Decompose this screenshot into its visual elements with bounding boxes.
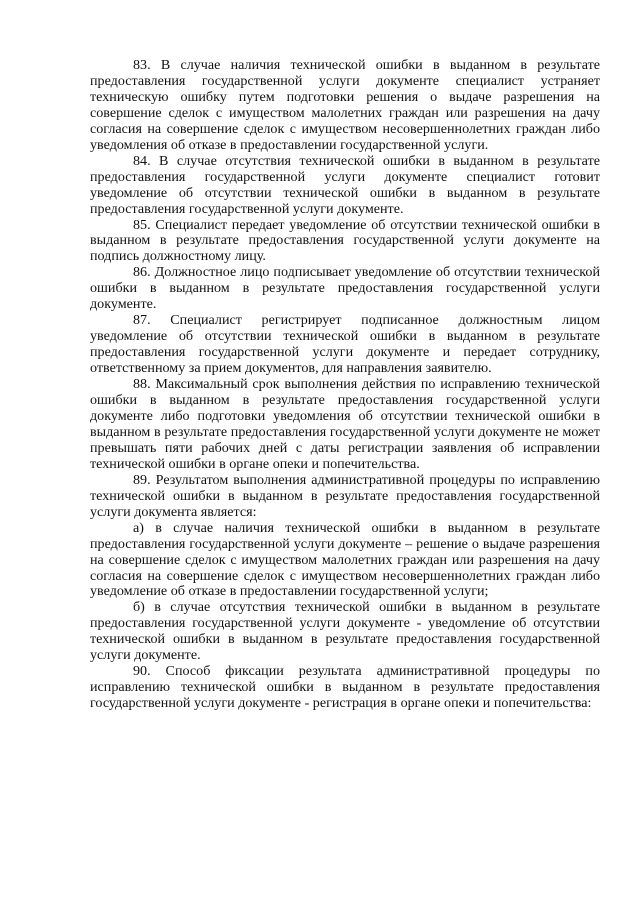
paragraph-86: 86. Должностное лицо подписывает уведомление об отсутствии технической ошибки в выданном в результате предоставления государственной услуги документе. [90,264,600,313]
paragraph-85: 85. Специалист передает уведомление об отсутствии технической ошибки в выданном в результате предоставления государственной услуги документе на подпись должностному лицу. [90,216,600,265]
paragraph-89-b: б) в случае отсутствия технической ошибки в выданном в результате предоставления государственной услуги документе - уведомление об отсутствии технической ошибки в выданном в результате предоставления государственной услуги документе. [90,599,600,664]
document-page [90,58,600,712]
paragraph-90: 90. Способ фиксации результата административной процедуры по исправлению технической ошибки в выданном в результате предоставления государственной услуги документе - регистрация в органе опеки и попечительства: [90,663,600,712]
paragraph-89-a: а) в случае наличия технической ошибки в выданном в результате предоставления государственной услуги документе – решение о выдаче разрешения на совершение сделок с имуществом малолетних граждан или разрешения на дачу согласия на совершение сделок с имуществом несовершеннолетних граждан либо уведомление об отказе в предоставлении государственной услуги; [90,519,600,600]
paragraph-84: 84. В случае отсутствия технической ошибки в выданном в результате предоставления государственной услуги документе специалист готовит уведомление об отсутствии технической ошибки в выданном в результате предоставления государственной услуги документе. [90,152,600,217]
paragraph-83: 83. В случае наличия технической ошибки в выданном в результате предоставления государственной услуги документе специалист устраняет техническую ошибку путем подготовки решения о выдаче разрешения на совершение сделок с имуществом малолетних граждан или разрешения на дачу согласия на совершение сделок с имуществом несовершеннолетних граждан либо уведомления об отказе в предоставлении государственной услуги. [90,57,600,153]
paragraph-88: 88. Максимальный срок выполнения действия по исправлению технической ошибки в выданном в результате предоставления государственной услуги документе либо подготовки уведомления об отсутствии технической ошибки в выданном в результате предоставления государственной услуги документе не может превышать пяти рабочих дней с даты регистрации заявления об исправлении технической ошибки в органе опеки и попечительства. [90,376,600,472]
paragraph-89: 89. Результатом выполнения административной процедуры по исправлению технической ошибки в выданном в результате предоставления государственной услуги документа является: [90,471,600,520]
paragraph-87: 87. Специалист регистрирует подписанное должностным лицом уведомление об отсутствии технической ошибки в выданном в результате предоставления государственной услуги документе и передает сотруднику, ответственному за прием документов, для направления заявителю. [90,312,600,377]
